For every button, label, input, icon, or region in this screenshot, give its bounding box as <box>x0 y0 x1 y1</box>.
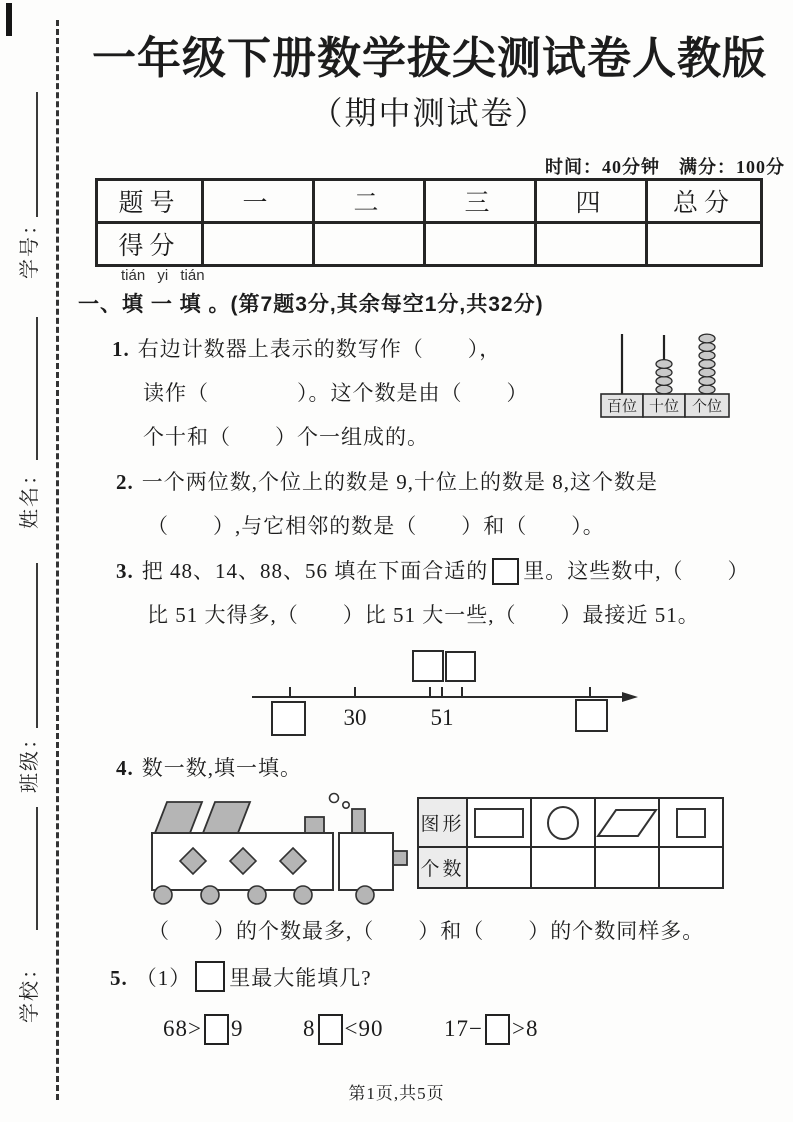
q2-line2: （ ）,与它相邻的数是（ ）和（ ）。 <box>147 514 605 538</box>
sidebar-label-student-id: 学号： <box>19 213 41 279</box>
score-table-cell-defen: 得分 <box>97 223 203 266</box>
class-blank-line <box>36 563 38 728</box>
score-table-score-row <box>97 223 762 266</box>
train-roof-block <box>305 817 324 833</box>
section-heading-text: 一、填 一 填 。 <box>78 293 231 316</box>
expr2-fill-box <box>318 1014 343 1045</box>
pinyin-annotation: tián yi tián <box>121 267 205 284</box>
abacus-ones-beads <box>699 334 715 394</box>
score-empty-cell <box>536 223 647 266</box>
abacus-tens-beads <box>656 360 672 394</box>
shape-train-graphic <box>145 790 415 915</box>
shape-table-shapes-row <box>418 798 723 847</box>
train-parallelogram-2 <box>203 802 250 833</box>
shape-cell-circle <box>531 798 595 847</box>
student-id-blank-line <box>36 92 38 217</box>
shape-table-counts-row <box>418 847 723 888</box>
q3-number: 3. <box>116 559 134 583</box>
sidebar-label-school: 学校： <box>19 957 41 1023</box>
expr2-before: 8 <box>303 1016 316 1041</box>
exam-time-score-info: 时间：40分钟 满分：100分 <box>545 157 785 177</box>
abacus-label-ones: 个位 <box>691 399 723 415</box>
expr3-fill-box <box>485 1014 510 1045</box>
q3-fill-box <box>492 558 519 585</box>
shape-table-label-counts: 个数 <box>418 847 467 888</box>
q5-sub-number: （1） <box>135 966 192 990</box>
shape-cell-parallelogram <box>595 798 659 847</box>
number-line-ticks <box>290 687 590 697</box>
question-4 <box>116 746 302 790</box>
square-icon <box>675 807 707 839</box>
count-cell <box>659 847 723 888</box>
number-line-label-30: 30 <box>343 705 367 730</box>
section-one-heading <box>78 288 544 318</box>
q4-number: 4. <box>116 756 134 780</box>
number-line-label-51: 51 <box>430 705 454 730</box>
page-title: 一年级下册数学拔尖测试卷人教版 <box>92 34 767 83</box>
score-table-cell-two: 二 <box>314 180 425 223</box>
score-table-cell-one: 一 <box>203 180 314 223</box>
q5-prompt: 里最大能填几? <box>229 966 372 990</box>
abacus-counter-graphic <box>597 330 735 422</box>
number-line-arrowhead <box>622 692 638 702</box>
score-table-cell-tihao: 题号 <box>97 180 203 223</box>
q1-line1 <box>112 327 529 371</box>
q4-answer-line: （ ）的个数最多,（ ）和（ ）的个数同样多。 <box>148 919 705 943</box>
q3-line2: 比 51 大得多,（ ）比 51 大一些,（ ）最接近 51。 <box>147 603 700 627</box>
q1-line1-text: 右边计数器上表示的数写作（ ）， <box>137 337 502 361</box>
scan-corner-mark <box>6 3 12 36</box>
q2-line1 <box>116 460 658 504</box>
school-blank-line <box>36 807 38 930</box>
circle-icon <box>545 804 581 842</box>
count-cell <box>467 847 531 888</box>
answer-box-above-left <box>413 651 443 681</box>
q5-expression-3 <box>444 1014 538 1045</box>
train-smoke-puffs <box>330 794 350 809</box>
answer-box-above-right <box>446 652 475 681</box>
abacus-label-tens: 十位 <box>648 399 680 415</box>
train-parallelogram-1 <box>155 802 202 833</box>
shape-count-table <box>417 797 724 889</box>
expr1-before: 68> <box>163 1016 202 1041</box>
score-empty-cell <box>203 223 314 266</box>
score-empty-cell <box>425 223 536 266</box>
count-cell <box>595 847 659 888</box>
expr1-fill-box <box>204 1014 229 1045</box>
train-coupler-block <box>393 851 407 865</box>
score-table-cell-four: 四 <box>536 180 647 223</box>
expr3-after: >8 <box>511 1016 539 1041</box>
number-line-graphic <box>250 645 640 740</box>
q3-line1 <box>116 549 750 593</box>
abacus-label-hundreds: 百位 <box>606 399 638 415</box>
expr3-before: 17− <box>444 1016 483 1041</box>
question-2 <box>116 460 658 548</box>
q5-expression-1 <box>163 1014 243 1045</box>
q1-line3: 个十和（ ）个一组成的。 <box>143 425 429 449</box>
q2-line1-text: 一个两位数,个位上的数是 9,十位上的数是 8,这个数是 <box>141 470 658 494</box>
q1-line2: 读作（ ）。这个数是由（ ） <box>143 381 529 405</box>
score-empty-cell <box>314 223 425 266</box>
shape-table-label-shapes: 图形 <box>418 798 467 847</box>
q3-line1-before: 把 48、14、88、56 填在下面合适的 <box>141 559 489 583</box>
dashed-cut-line <box>56 20 59 1100</box>
score-table-cell-three: 三 <box>425 180 536 223</box>
expr1-after: 9 <box>230 1016 244 1041</box>
train-cab-body <box>339 833 393 890</box>
sidebar-label-name: 姓名： <box>19 463 41 529</box>
q5-example-box <box>195 961 225 992</box>
q2-number: 2. <box>116 470 134 494</box>
q5-number: 5. <box>110 966 128 990</box>
name-blank-line <box>36 317 38 460</box>
q4-prompt-text: 数一数,填一填。 <box>141 756 302 780</box>
sidebar-label-class: 班级： <box>19 727 41 793</box>
q3-line1-after: 里。这些数中,（ ） <box>523 559 750 583</box>
score-table <box>95 178 763 267</box>
page-subtitle: （期中测试卷） <box>310 95 549 131</box>
expr2-after: <90 <box>344 1016 384 1041</box>
q1-number: 1. <box>112 337 130 361</box>
question-5 <box>110 956 372 1000</box>
count-cell <box>531 847 595 888</box>
score-table-header-row <box>97 180 762 223</box>
score-table-cell-total: 总分 <box>647 180 762 223</box>
q4-prompt-line <box>116 746 302 790</box>
q5-expression-2 <box>303 1014 383 1045</box>
page-footer: 第1页,共5页 <box>348 1084 445 1103</box>
answer-box-below-right <box>576 700 607 731</box>
question-1 <box>112 327 529 459</box>
train-chimney <box>352 809 365 833</box>
score-empty-cell <box>647 223 762 266</box>
parallelogram-icon <box>596 808 658 838</box>
question-3 <box>116 549 750 637</box>
section-heading-note: (第7题3分,其余每空1分,共32分) <box>230 293 544 316</box>
rectangle-icon <box>473 807 525 839</box>
answer-box-below-left <box>272 702 305 735</box>
shape-cell-square <box>659 798 723 847</box>
shape-cell-rectangle <box>467 798 531 847</box>
